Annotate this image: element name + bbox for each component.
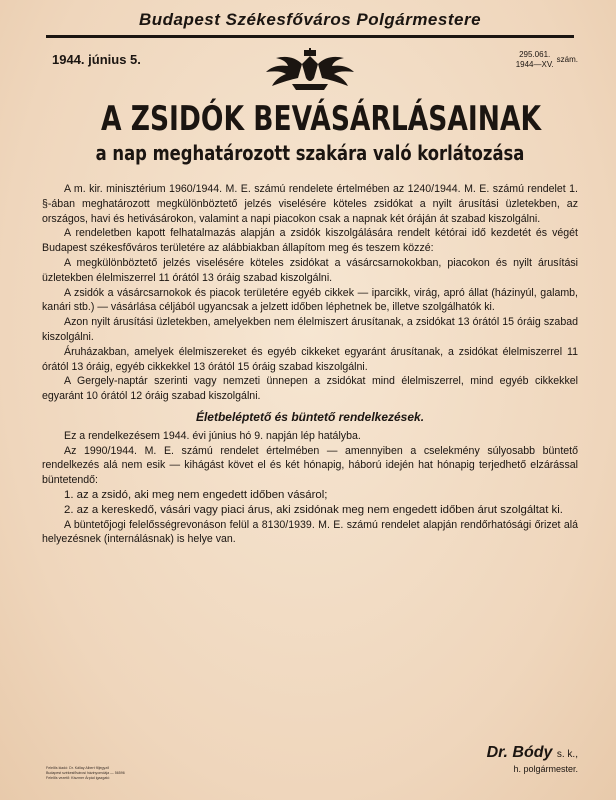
issue-date: 1944. június 5. bbox=[52, 52, 141, 67]
ref-year: 1944—XV. bbox=[515, 60, 554, 69]
list-item: 2. az a kereskedő, vásári vagy piaci árus, aki zsidónak meg nem engedett időben árut szolgáltat ki. bbox=[64, 503, 563, 516]
paragraph: A büntetőjogi felelősségrevonáson felül a 8130/1939. M. E. számú rendelet alapján rendőrhatósági őrizet alá helyezésnek (internálásnak) is helye van. bbox=[42, 518, 578, 546]
paragraph: Az 1990/1944. M. E. számú rendelet értelmében — amennyiben a cselekmény súlyosabb büntető rendelkezés alá nem esik — kihágást követ el és két hónapig, háború idején hat hónapig terjedhető elzárással büntetendő: bbox=[42, 444, 578, 487]
paragraph: Azon nyilt árusítási üzletekben, amelyekben nem élelmiszert árusítanak, a zsidókat 13 órától 15 óráig szabad kiszolgálni. bbox=[42, 316, 578, 343]
paragraph: A Gergely-naptár szerinti vagy nemzeti ünnepen a zsidókat mind élelmiszerrel, mind egyéb cikkekkel egyaránt 10 órától 12 óráig szabad kiszolgálni. bbox=[42, 375, 578, 403]
paragraph: A rendeletben kapott felhatalmazás alapján a zsidók kiszolgálására rendelt kétórai idő kezdetét és végét Budapest székesfőváros területére az alábbiakban állapítom meg és teszem közzé: bbox=[42, 227, 578, 255]
paragraph: Áruházakban, amelyek élelmiszereket és egyéb cikkeket egyaránt árusítanak, a zsidókat élelmiszerrel 11 órától 13 óráig, egyéb cikkekkel 13 órától 15 óráig szabad kiszolgálni. bbox=[42, 345, 578, 373]
section-title: Életbeléptető és büntető rendelkezések. bbox=[195, 409, 425, 424]
ref-number: 295.061. bbox=[519, 50, 551, 59]
subtitle: a nap meghatározott szakára való korlátozása bbox=[95, 141, 525, 165]
printer-line: Budapest székesfővárosi házinyomdája — 56596 bbox=[46, 771, 125, 775]
paragraph: A megkülönböztető jelzés viselésére köteles zsidókat a vásárcsarnokokban, piacokon és nyilt árusítási üzletekben élelmiszerrel 11 órától 13 óráig szabad kiszolgálni. bbox=[42, 256, 578, 284]
printer-line: Felelős vezető: Kiszmer Árpád igazgató bbox=[46, 776, 110, 780]
paragraph: Ez a rendelkezésem 1944. évi június hó 9. napján lép hatályba. bbox=[64, 429, 361, 442]
reference-number bbox=[516, 50, 578, 70]
printer-imprint bbox=[46, 766, 125, 781]
signature-suffix: s. k., bbox=[556, 749, 578, 760]
decree-body bbox=[42, 182, 578, 547]
coat-of-arms-icon bbox=[262, 48, 358, 94]
ref-suffix: szám. bbox=[556, 55, 578, 64]
signature-block bbox=[487, 744, 578, 774]
main-title: A ZSIDÓK BEVÁSÁRLÁSAINAK bbox=[100, 99, 542, 139]
paragraph: A m. kir. minisztérium 1960/1944. M. E. számú rendelete értelmében az 1240/1944. M. E. számú rendelet 1. §-ában meghatározott megkülönböztető jelzés viselésére köteles zsidókat a nyilt árusítási üzletekben, az országos, havi és hetivásárokon, valamint a napi piacokon csak a napnak két óráján át szabad kiszolgálni. bbox=[42, 183, 578, 225]
list-item: 1. az a zsidó, aki meg nem engedett időben vásárol; bbox=[64, 488, 328, 501]
issuer-header: Budapest Székesfőváros Polgármestere bbox=[46, 10, 574, 38]
signatory-name: Dr. Bódy bbox=[486, 744, 553, 761]
paragraph: A zsidók a vásárcsarnokok és piacok területére egyéb cikkek — iparcikk, virág, apró állat (házinyúl, galamb, kanári stb.) — vásárlása céljából ugyancsak a jelzett időben léphetnek be, illetve szolgálhatók ki. bbox=[42, 286, 578, 314]
signatory-title: h. polgármester. bbox=[513, 764, 578, 774]
printer-line: Felelős kiadó: Dr. Kállay Albert főjegyző bbox=[46, 766, 110, 770]
meta-row bbox=[42, 48, 578, 100]
